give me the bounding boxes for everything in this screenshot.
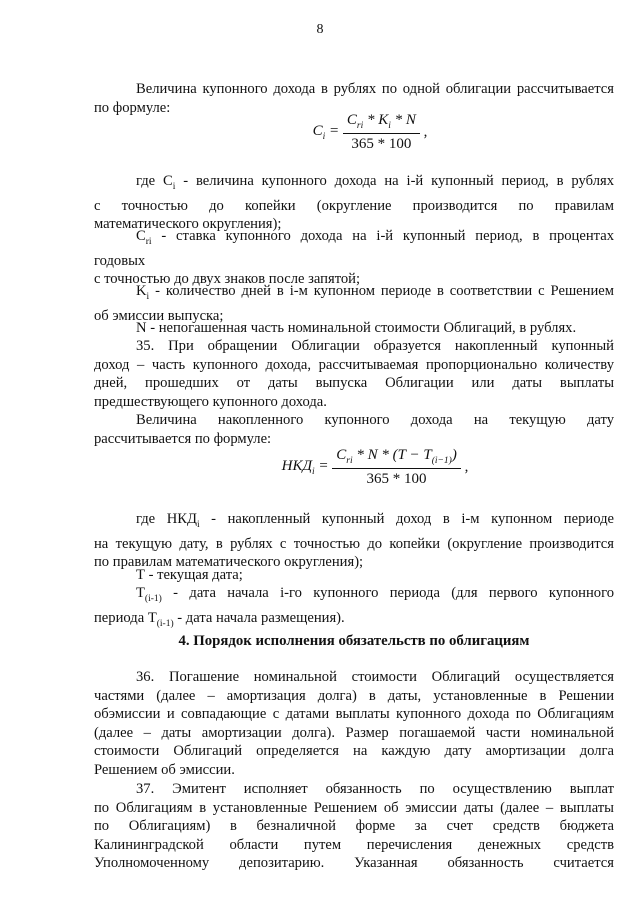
- formula-numerator: $C_{ri} * K_i$ * N: [343, 112, 420, 134]
- formula-fraction: [343, 112, 420, 153]
- definition-cri: [94, 227, 614, 289]
- paragraph-35: [94, 337, 614, 411]
- text-line: 35. При обращении Облигации образуется накопленный купонный: [136, 338, 614, 354]
- text-line: математического округления);: [94, 216, 282, 233]
- text-line: Т - текущая дата;: [136, 567, 243, 583]
- section-heading: 4. Порядок исполнения обязательств по облигациям: [178, 633, 530, 649]
- definition-ci: [94, 172, 614, 234]
- formula-denominator: 365 * 100: [366, 471, 427, 487]
- text-line: с точностью до копейки (округление производится по правилам: [94, 197, 614, 214]
- paragraph-36: [94, 668, 614, 780]
- definition-n: [94, 319, 614, 338]
- text-line: на текущую дату, в рублях с точностью до копейки (округление производится: [94, 535, 614, 552]
- text-line: по формуле:: [94, 99, 171, 116]
- text-line: дней, прошедших от даты выпуска Облигации или даты выплаты: [94, 375, 614, 392]
- text-line: предшествующего купонного дохода.: [94, 393, 327, 410]
- paragraph-35-formula-intro: [94, 411, 614, 448]
- text-line: по Облигациям) в безналичной форме за счет средств бюджета: [94, 818, 614, 835]
- definition-nkd: [94, 510, 614, 572]
- text-line: где $C_i$ - величина купонного дохода на i-й купонный период, в рублях: [136, 173, 614, 192]
- formula-lhs: $C_i$ =: [312, 123, 343, 142]
- text-line: доход – часть купонного дохода, рассчитываемая пропорционально количеству: [94, 356, 614, 373]
- formula-fraction: [332, 447, 461, 488]
- text-line: об эмиссии выпуска;: [94, 307, 224, 324]
- definition-t-prev: [94, 584, 614, 633]
- text-line: рассчитывается по формуле:: [94, 430, 272, 447]
- text-line: 36. Погашение номинальной стоимости Облигаций осуществляется: [136, 669, 614, 685]
- formula-comma: ,: [464, 458, 469, 475]
- text-line: (далее – даты амортизации долга). Размер погашаемой части номинальной: [94, 724, 614, 741]
- text-line: обэмиссии и совпадающие с датами выплаты купонного дохода по Облигациям: [94, 706, 614, 723]
- text-line: $K_i$ - количество дней в i-м купонном периоде в соответствии с Решением: [136, 283, 614, 302]
- text-line: Уполномоченному депозитарию. Указанная обязанность считается: [94, 855, 614, 872]
- text-line: по Облигациям в установленные Решением об эмиссии даты (далее – выплаты: [94, 799, 614, 816]
- page-number: 8: [316, 22, 324, 37]
- formula-numerator: $C_{ri} * N * (T - T_{(i-1)})$: [332, 447, 461, 469]
- formula-denominator: 365 * 100: [351, 136, 412, 152]
- text-line: Величина накопленного купонного дохода на текущую дату: [136, 412, 614, 428]
- text-line: $Т_{(i-1)}$ - дата начала i-го купонного периода (для первого купонного: [136, 585, 614, 604]
- text-line: N - непогашенная часть номинальной стоимости Облигаций, в рублях.: [136, 320, 577, 336]
- paragraph-37: [94, 780, 614, 873]
- text-line: $C_{ri}$ - ставка купонного дохода на i-й купонный период, в процентах: [136, 228, 614, 247]
- definition-t: [94, 566, 614, 585]
- formula-lhs: $НКД_i$ =: [281, 458, 333, 477]
- text-line: стоимости Облигаций определяется на каждую дату амортизации долга: [94, 743, 614, 760]
- text-line: по правилам математического округления);: [94, 554, 364, 571]
- text-line: Величина купонного дохода в рублях по одной облигации рассчитывается: [136, 81, 614, 97]
- text-line: Решением об эмиссии.: [94, 761, 235, 778]
- formula-coupon-income: [300, 112, 440, 153]
- text-line: годовых: [94, 252, 146, 269]
- formula-accrued-income: [270, 447, 480, 488]
- text-line: периода $Т_{(i-1)}$ - дата начала размещения).: [94, 609, 345, 629]
- text-line: частями (далее – амортизация долга) в даты, установленные в Решении: [94, 687, 614, 704]
- text-line: Калининградской области путем перечисления денежных средств: [94, 836, 614, 853]
- text-line: где $НКД_i$ - накопленный купонный доход в i-м купонном периоде: [136, 511, 614, 530]
- text-line: 37. Эмитент исполняет обязанность по осуществлению выплат: [136, 781, 614, 797]
- text-line: с точностью до двух знаков после запятой;: [94, 271, 361, 288]
- formula-comma: ,: [423, 123, 428, 140]
